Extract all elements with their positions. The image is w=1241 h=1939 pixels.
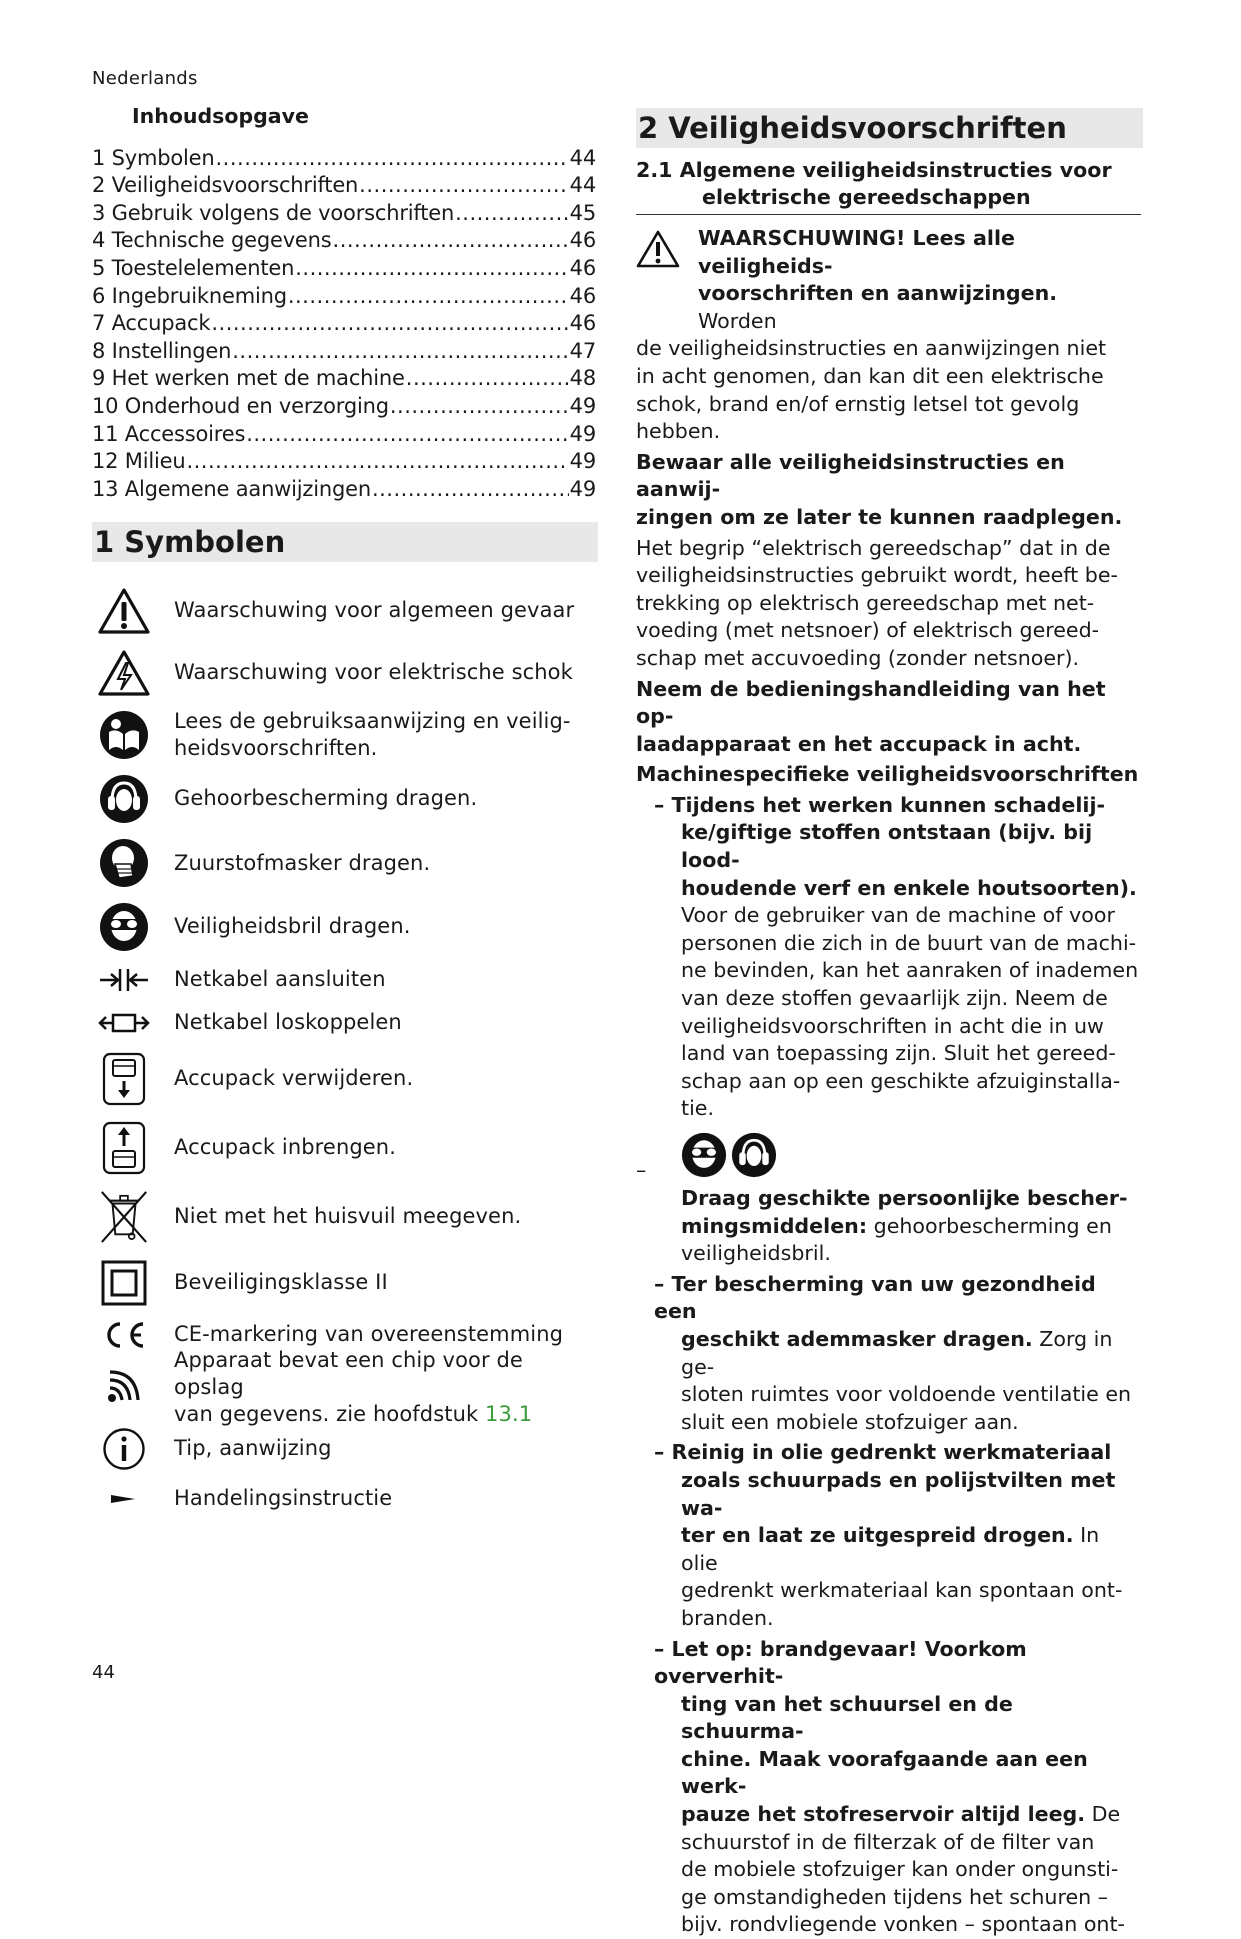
keep-instructions-note: Bewaar alle veiligheidsinstructies en aanwij- zingen om ze later te kunnen raadplegen. (636, 449, 1141, 532)
toc-item-label: 11 Accessoires (92, 422, 245, 446)
warning-text: de veiligheidsinstructies en aanwijzingen niet in acht genomen, dan kan dit een elektrische schok, brand en/of ernstig letsel tot gevolg hebben. (636, 335, 1141, 445)
toc-item-label: 6 Ingebruikneming (92, 284, 287, 308)
toc-item-label: 2 Veiligheidsvoorschriften (92, 173, 358, 197)
symbol-row (92, 766, 596, 832)
symbol-text: Netkabel loskoppelen (174, 1009, 402, 1036)
toc-item-label: 5 Toestelelementen (92, 256, 294, 280)
toc-leader-dots (333, 228, 569, 252)
toc-item-page: 44 (570, 173, 596, 197)
list-item: – Tijdens het werken kunnen schadelij- ke/giftige stoffen ontstaan (bijv. bij lood- houdende verf en enkele houtsoorten). Voor de gebruiker van de machine of voor personen die zich in de buurt van de machi- ne bevinden, kan het aanraken of inademen van deze stoffen gevaarlijk zijn. Neem de veiligheidsvoorschriften in acht die in uw land van toepassing zijn. Sluit het gereed- schap aan op een geschikte afzuiginstalla- tie. (636, 792, 1141, 1123)
toc-leader-dots (186, 449, 568, 473)
symbol-text: Apparaat bevat een chip voor de opslag van gegevens. zie hoofdstuk 13.1 (174, 1347, 596, 1428)
toc-item-page: 48 (570, 366, 596, 390)
toc-item[interactable] (92, 418, 596, 446)
symbol-row (92, 832, 596, 895)
symbol-text: Accupack verwijderen. (174, 1065, 413, 1092)
toc-item-label: 7 Accupack (92, 311, 210, 335)
symbol-text: Gehoorbescherming dragen. (174, 785, 477, 812)
symbol-row (92, 1355, 596, 1421)
safety-goggles-icon (98, 902, 150, 952)
right-column (636, 108, 1141, 1939)
symbol-text: Beveiligingsklasse II (174, 1269, 388, 1296)
toc-item-page: 49 (570, 394, 596, 418)
toc-leader-dots (372, 477, 569, 501)
protection-class-ii-icon (98, 1260, 150, 1306)
symbol-row (92, 1001, 596, 1045)
general-warning-icon (636, 229, 680, 277)
ppe-icons (681, 1129, 1141, 1181)
symbol-text: Netkabel aansluiten (174, 966, 386, 993)
list-item: – Ter bescherming van uw gezondheid een geschikt ademmasker dragen. Zorg in ge- sloten ruimtes voor voldoende ventilatie en sluit een mobiele stofzuiger aan. (636, 1271, 1141, 1437)
toc-leader-dots (455, 201, 569, 225)
toc-item-page: 46 (570, 284, 596, 308)
respirator-mask-icon (98, 838, 150, 888)
toc-item-label: 9 Het werken met de machine (92, 366, 405, 390)
toc-item[interactable] (92, 170, 596, 198)
toc-item-page: 49 (570, 422, 596, 446)
symbol-row (92, 1251, 596, 1315)
safety-subheading: 2.1 Algemene veiligheidsinstructies voor elektrische gereedschappen (636, 157, 1141, 215)
ear-protection-icon (731, 1132, 777, 1178)
toc-item-page: 45 (570, 201, 596, 225)
symbol-row (92, 704, 596, 766)
symbols-heading: 1 Symbolen (92, 522, 598, 562)
list-item: – Let op: brandgevaar! Voorkom oververhit- ting van het schuursel en de schuurma- chine. Maak voorafgaande aan een werk- pauze het stofreservoir altijd leeg. De schuurstof in de filterzak of de filter van de mobiele stofzuiger kan onder ongunsti- ge omstandigheden tijdens het schuren – bijv. rondvliegende vonken – spontaan ont- (636, 1636, 1141, 1939)
toc-item-label: 13 Algemene aanwijzingen (92, 477, 371, 501)
disconnect-cable-icon (98, 1008, 150, 1038)
symbol-text: CE-markering van overeenstemming (174, 1321, 563, 1348)
symbol-text: Niet met het huisvuil meegeven. (174, 1203, 521, 1230)
symbol-text: Tip, aanwijzing (174, 1435, 332, 1462)
safety-heading: 2 Veiligheidsvoorschriften (636, 108, 1143, 148)
connect-cable-icon (98, 965, 150, 995)
symbol-row (92, 580, 596, 642)
safety-goggles-icon (681, 1132, 727, 1178)
symbol-text: Waarschuwing voor algemeen gevaar (174, 597, 574, 624)
info-icon (98, 1427, 150, 1471)
toc-leader-dots (211, 311, 568, 335)
toc-leader-dots (295, 256, 568, 280)
symbol-row (92, 642, 596, 704)
toc-item-page: 49 (570, 449, 596, 473)
ce-mark-icon (98, 1320, 150, 1350)
toc-item-page: 49 (570, 477, 596, 501)
general-warning-icon (98, 587, 150, 635)
read-manual-icon (98, 710, 150, 760)
symbol-text: Waarschuwing voor elektrische schok (174, 659, 573, 686)
symbols-list (92, 580, 596, 1521)
list-item: – Draag geschikte persoonlijke bescher- mingsmiddelen: gehoorbescherming en veiligheidsbril. (636, 1129, 1141, 1268)
toc-item[interactable] (92, 252, 596, 280)
toc-title: Inhoudsopgave (132, 104, 596, 128)
symbol-row (92, 1477, 596, 1521)
table-of-contents (92, 142, 596, 501)
toc-item[interactable] (92, 308, 596, 336)
toc-leader-dots (216, 146, 569, 170)
symbol-row (92, 959, 596, 1001)
symbol-text: Zuurstofmasker dragen. (174, 850, 430, 877)
toc-item-label: 10 Onderhoud en verzorging (92, 394, 389, 418)
toc-item-page: 46 (570, 256, 596, 280)
instruction-arrow-icon (98, 1492, 150, 1506)
toc-item-label: 1 Symbolen (92, 146, 215, 170)
warning-block: WAARSCHUWING! Lees alle veiligheids- voorschriften en aanwijzingen. Worden de veiligheidsinstructies en aanwijzingen niet in acht genomen, dan kan dit een elektrische schok, brand en/of ernstig letsel tot gevolg hebben. (636, 225, 1141, 446)
symbol-row (92, 1183, 596, 1251)
toc-leader-dots (359, 173, 569, 197)
symbol-row (92, 895, 596, 959)
toc-item-page: 44 (570, 146, 596, 170)
toc-item[interactable] (92, 473, 596, 501)
toc-item-page: 46 (570, 228, 596, 252)
electric-shock-warning-icon (98, 649, 150, 697)
crossed-bin-icon (98, 1187, 150, 1247)
toc-item[interactable] (92, 335, 596, 363)
toc-leader-dots (246, 422, 568, 446)
term-definition: Het begrip “elektrisch gereedschap” dat in de veiligheidsinstructies gebruikt wordt, heeft be- trekking op elektrisch gereedschap met net- voeding (met netsnoer) of elektrisch gereed- schap met accuvoeding (zonder netsnoer). (636, 535, 1141, 673)
toc-item-label: 12 Milieu (92, 449, 185, 473)
toc-item[interactable] (92, 142, 596, 170)
toc-item[interactable] (92, 390, 596, 418)
toc-item-label: 4 Technische gegevens (92, 228, 332, 252)
symbol-row (92, 1421, 596, 1477)
page-number: 44 (92, 1662, 115, 1683)
list-item: – Reinig in olie gedrenkt werkmateriaal zoals schuurpads en polijstvilten met wa- ter en laat ze uitgespreid drogen. In olie gedrenkt werkmateriaal kan spontaan ont- branden. (636, 1439, 1141, 1632)
symbol-text: Veiligheidsbril dragen. (174, 913, 411, 940)
insert-battery-icon (98, 1121, 150, 1175)
symbol-row (92, 1045, 596, 1113)
toc-leader-dots (288, 284, 569, 308)
toc-leader-dots (390, 394, 569, 418)
toc-item-label: 8 Instellingen (92, 339, 231, 363)
toc-item[interactable] (92, 363, 596, 391)
machine-specific-heading: Machinespecifieke veiligheidsvoorschriften (636, 761, 1141, 789)
ear-protection-icon (98, 774, 150, 824)
left-column (92, 104, 596, 1521)
charger-note: Neem de bedieningshandleiding van het op- laadapparaat en het accupack in acht. (636, 676, 1141, 759)
toc-item[interactable] (92, 446, 596, 474)
toc-item[interactable] (92, 225, 596, 253)
rfid-chip-icon (98, 1370, 150, 1406)
toc-item[interactable] (92, 280, 596, 308)
symbol-text: Lees de gebruiksaanwijzing en veilig- heidsvoorschriften. (174, 708, 571, 762)
remove-battery-icon (98, 1052, 150, 1106)
symbol-text: Accupack inbrengen. (174, 1134, 396, 1161)
toc-item[interactable] (92, 197, 596, 225)
chapter-link[interactable]: 13.1 (485, 1402, 532, 1426)
symbol-text: Handelingsinstructie (174, 1485, 392, 1512)
toc-item-label: 3 Gebruik volgens de voorschriften (92, 201, 454, 225)
toc-item-page: 46 (570, 311, 596, 335)
symbol-row (92, 1113, 596, 1183)
language-label: Nederlands (92, 68, 198, 89)
toc-leader-dots (232, 339, 568, 363)
toc-leader-dots (406, 366, 569, 390)
toc-item-page: 47 (570, 339, 596, 363)
